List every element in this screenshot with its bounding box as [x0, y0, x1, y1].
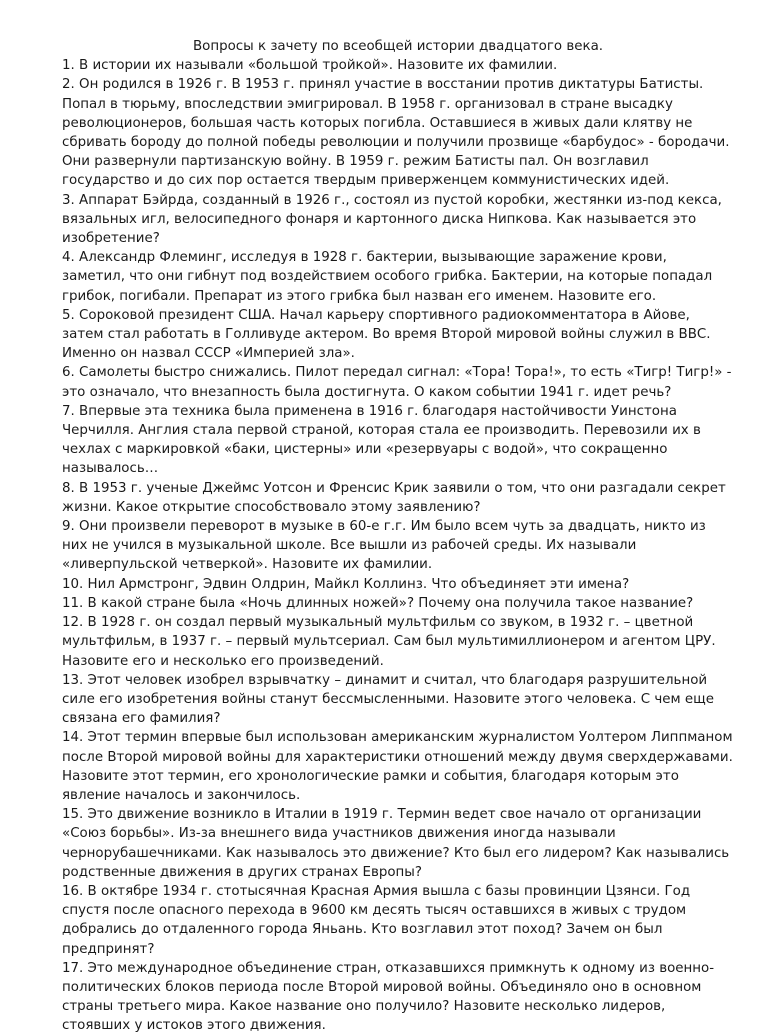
document-title: Вопросы к зачету по всеобщей истории двадцатого века. [192, 39, 604, 54]
question-1: 1. В истории их называли «большой тройкой». Назовите их фамилии. [62, 58, 558, 74]
question-3: 3. Аппарат Бэйрда, созданный в 1926 г., состоял из пустой коробки, жестянки из-под кекса, вязальных игл, велосипедного фонаря и картонного диска Нипкова. Как называется это изобретение? [62, 192, 722, 247]
question-16: 16. В октябре 1934 г. стотысячная Красная Армия вышла с базы провинции Цзянси. Год спустя после опасного перехода в 9600 км десять тысяч оставшихся в живых с трудом добрались до отдаленного города Яньань. Кто возглавил этот поход? Зачем он был предпринят? [62, 883, 691, 957]
question-17: 17. Это международное объединение стран, отказавшихся примкнуть к одному из военно-политических блоков периода после Второй мировой войны. Объединяло оно в основном страны третьего мира. Какое название оно получило? Назовите несколько лидеров, стоявших у истоков этого движения. [62, 960, 715, 1034]
question-11: 11. В какой стране была «Ночь длинных ножей»? Почему она получила такое название? [62, 595, 694, 611]
question-2: 2. Он родился в 1926 г. В 1953 г. принял участие в восстании против диктатуры Батисты. Попал в тюрьму, впоследствии эмигрировал. В 1958 г. организовал в стране высадку революционеров, большая часть которых погибла. Оставшиеся в живых дали клятву не сбривать бороду до полной победы революции и получили прозвище «барбудос» - бородачи. Они развернули партизанскую войну. В 1959 г. режим Батисты пал. Он возглавил государство и до сих пор остается твердым приверженцем коммунистических идей. [62, 77, 730, 189]
question-8: 8. В 1953 г. ученые Джеймс Уотсон и Френсис Крик заявили о том, что они разгадали секрет жизни. Какое открытие способствовало этому заявлению? [62, 480, 726, 515]
question-15: 15. Это движение возникло в Италии в 1919 г. Термин ведет свое начало от организации «Союз борьбы». Из-за внешнего вида участников движения иногда называли чернорубашечниками. Как называлось это движение? Кто был его лидером? Как назывались родственные движения в других странах Европы? [62, 807, 730, 880]
question-10: 10. Нил Армстронг, Эдвин Олдрин, Майкл Коллинз. Что объединяет эти имена? [62, 576, 630, 592]
question-13: 13. Этот человек изобрел взрывчатку – динамит и считал, что благодаря разрушительной силе его изобретения войны станут бессмысленными. Назовите этого человека. С чем еще связана его фамилия? [62, 672, 714, 727]
question-12: 12. В 1928 г. он создал первый музыкальный мультфильм со звуком, в 1932 г. – цветной мультфильм, в 1937 г. – первый мультсериал. Сам был мультимиллионером и агентом ЦРУ. Назовите его и несколько его произведений. [62, 615, 716, 669]
document-page [62, 37, 734, 1036]
question-4: 4. Александр Флеминг, исследуя в 1928 г. бактерии, вызывающие заражение крови, заметил, что они гибнут под воздействием особого грибка. Бактерии, на которые попадал грибок, погибали. Препарат из этого грибка был назван его именем. Назовите его. [62, 250, 713, 304]
question-5: 5. Сороковой президент США. Начал карьеру спортивного радиокомментатора в Айове, затем стал работать в Голливуде актером. Во время Второй мировой войны служил в ВВС. Именно он назвал СССР «Империей зла». [62, 307, 711, 362]
question-6: 6. Самолеты быстро снижались. Пилот передал сигнал: «Тора! Тора!», то есть «Тигр! Тигр!» - это означало, что внезапность была достигнута. О каком событии 1941 г. идет речь? [62, 365, 732, 400]
question-7: 7. Впервые эта техника была применена в 1916 г. благодаря настойчивости Уинстона Черчилля. Англия стала первой страной, которая стала ее производить. Перевозили их в чехлах с маркировкой «баки, цистерны» или «резервуары с водой», что сокращенно называлось… [62, 403, 701, 477]
question-14: 14. Этот термин впервые был использован американским журналистом Уолтером Липпманом после Второй мировой войны для характеристики отношений между двумя сверхдержавами. Назовите этот термин, его хронологические рамки и события, благодаря которым это явление началось и закончилось. [62, 730, 733, 803]
question-9: 9. Они произвели переворот в музыке в 60-е г.г. Им было всем чуть за двадцать, никто из них не учился в музыкальной школе. Все вышли из рабочей среды. Их называли «ливерпульской четверкой». Назовите их фамилии. [62, 519, 706, 573]
